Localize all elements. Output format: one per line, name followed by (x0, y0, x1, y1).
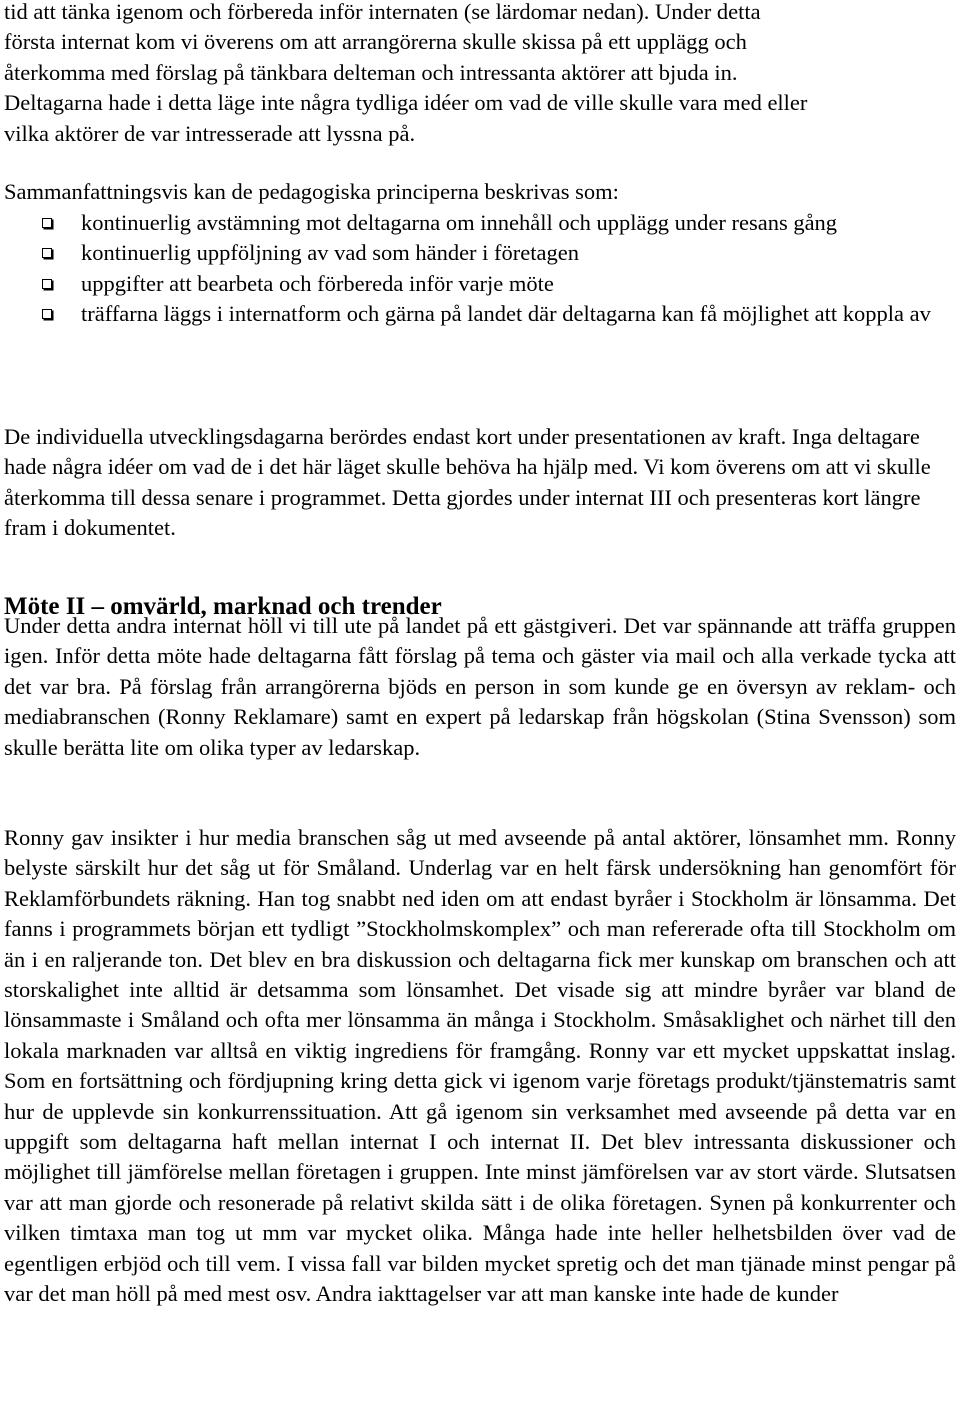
list-item-text: uppgifter att bearbeta och förbereda inför varje möte (81, 270, 554, 296)
individual-days-paragraph: De individuella utvecklingsdagarna berördes endast kort under presentationen av kraft. Inga deltagare hade några idéer om vad de i det här läget skulle behöva ha hjälp med. Vi kom överens om att vi skulle återkomma till dessa senare i programmet. Detta gjordes under internat III och presenteras kort längre fram i dokumentet. (4, 424, 931, 541)
list-item (4, 299, 956, 329)
checkbox-bullet-icon (42, 248, 52, 258)
section-heading: Möte II – omvärld, marknad och trender (4, 592, 442, 620)
list-item (4, 208, 956, 238)
principles-list (4, 208, 956, 330)
list-item-text: kontinuerlig avstämning mot deltagarna om innehåll och upplägg under resans gång (81, 210, 838, 235)
checkbox-bullet-icon (42, 309, 52, 319)
intro-line: första internat kom vi överens om att arrangörerna skulle skissa på ett upplägg och (4, 29, 747, 55)
checkbox-bullet-icon (42, 279, 52, 289)
intro-paragraph (4, 0, 956, 149)
intro-line: Deltagarna hade i detta läge inte några tydliga idéer om vad de ville skulle vara med eller (4, 90, 808, 116)
list-item (4, 269, 956, 299)
list-item (4, 238, 956, 268)
ronny-paragraph: Ronny gav insikter i hur media branschen såg ut med avseende på antal aktörer, lönsamhet mm. Ronny belyste särskilt hur det såg ut för Småland. Underlag var en helt färsk undersökning han genomfört för Reklamförbundets räkning. Han tog snabbt ned iden om att endast byråer i Stockholm är lönsamma. Det fanns i programmets början ett tydligt ”Stockholmskomplex” och man refererade ofta till Stockholm om än i en raljerande ton. Det blev en bra diskussion och deltagarna fick mer kunskap om branschen och att storskalighet inte alltid är detsamma som lönsamhet. Det visade sig att mindre byråer var bland de lönsammaste i Småland och ofta mer lönsamma än många i Stockholm. Småsaklighet och närhet till den lokala marknaden var alltså en viktig ingrediens för framgång. Ronny var ett mycket uppskattat inslag. Som en fortsättning och fördjupning kring detta gick vi igenom varje företags produkt/tjänstematris samt hur de upplevde sin konkurrenssituation. Att gå igenom sin verksamhet med avseende på detta var en uppgift som deltagarna haft mellan internat I och internat II. Det blev intressanta diskussioner och möjlighet till jämförelse mellan företagen i gruppen. Inte minst jämförelsen var av stort värde. Slutsatsen var att man gjorde och resonerade på relativt skilda sätt i de olika företagen. Synen på konkurrenter och vilken timtaxa man tog ut mm var mycket olika. Många hade inte heller helhetsbilden över vad de egentligen erbjöd och till vem. I vissa fall var bilden mycket spretig och det man tjänade minst pengar på var det man höll på med mest osv. Andra iakttagelser var att man kanske inte hade de kunder (4, 825, 956, 1307)
intro-line: återkomma med förslag på tänkbara delteman och intressanta aktörer att bjuda in. (4, 59, 738, 85)
list-item-text: träffarna läggs i internatform och gärna på landet där deltagarna kan få möjlighet att koppla av (81, 301, 931, 327)
meeting-two-paragraph: Under detta andra internat höll vi till ute på landet på ett gästgiveri. Det var spännande att träffa gruppen igen. Inför detta möte hade deltagarna fått förslag på tema och gäster via mail och alla verkade tycka att det var bra. På förslag från arrangörerna bjöds en person in som kunde ge en översyn av reklam- och mediabranschen (Ronny Reklamare) samt en expert på ledarskap från högskolan (Stina Svensson) som skulle berätta lite om olika typer av ledarskap. (4, 613, 956, 760)
intro-line: tid att tänka igenom och förbereda inför internaten (se lärdomar nedan). Under detta (4, 0, 761, 24)
summary-intro: Sammanfattningsvis kan de pedagogiska principerna beskrivas som: (4, 179, 619, 204)
checkbox-bullet-icon (42, 218, 52, 228)
intro-line: vilka aktörer de var intresserade att lyssna på. (4, 120, 416, 146)
list-item-text: kontinuerlig uppföljning av vad som händer i företagen (81, 240, 579, 266)
